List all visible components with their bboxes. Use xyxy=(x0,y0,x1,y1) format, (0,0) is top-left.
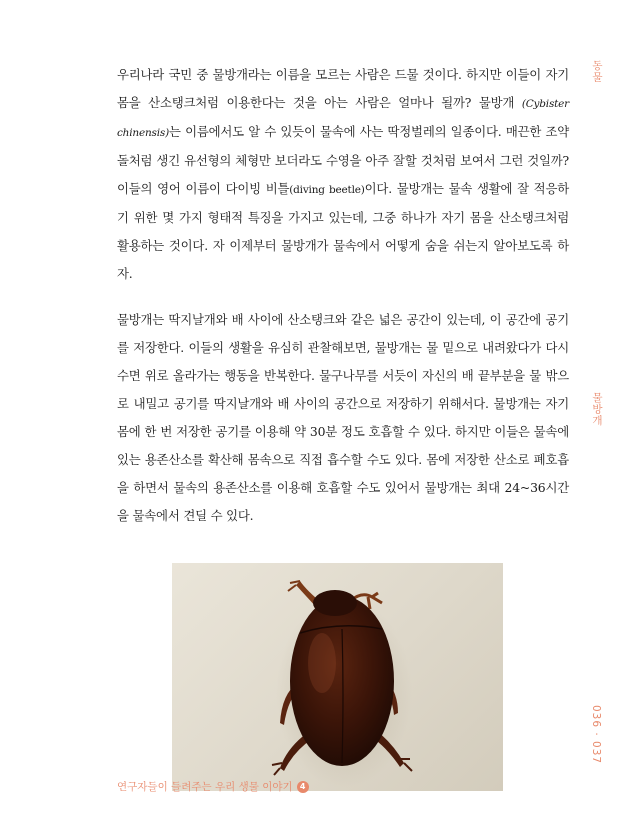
footer xyxy=(117,779,309,794)
diving-beetle-illustration xyxy=(172,563,503,791)
side-label-topic: 물방개 xyxy=(591,392,603,427)
volume-badge: 4 xyxy=(297,781,309,793)
paragraph-1-part-3: 이다. 물방개는 물속 생활에 잘 적응하기 위한 몇 가지 형태적 특징을 가지고 있는데, 그중 하나가 자기 몸을 산소탱크처럼 활용하는 것이다. 자 이제부터 물방개가 물속에서 어떻게 숨을 쉬는지 알아보도록 하자. xyxy=(117,181,569,281)
paragraph-1 xyxy=(117,61,569,288)
paragraph-1-part-1: 우리나라 국민 중 물방개라는 이름을 모르는 사람은 드물 것이다. 하지만 이들이 자기 몸을 산소탱크처럼 이용한다는 것을 아는 사람은 얼마나 될까? 물방개 xyxy=(117,67,569,110)
footer-book-title: 연구자들이 들려주는 우리 생물 이야기 xyxy=(117,781,293,793)
side-label-page-numbers: 036 · 037 xyxy=(590,705,602,765)
scientific-name: (Cybister chinensis) xyxy=(117,98,569,139)
paragraph-2: 물방개는 딱지날개와 배 사이에 산소탱크와 같은 넓은 공간이 있는데, 이 공간에 공기를 저장한다. 이들의 생활을 유심히 관찰해보면, 물방개는 물 밑으로 내려왔다가 다시 수면 위로 올라가는 행동을 반복한다. 물구나무를 서듯이 자신의 배 끝부분을 물 밖으로 내밀고 공기를 딱지날개와 배 사이의 공간으로 저장하기 위해서다. 물방개는 자기 몸에 한 번 저장한 공기를 이용해 약 30분 정도 호흡할 수 있다. 하지만 이들은 물속에 있는 용존산소를 확산해 몸속으로 직접 흡수할 수도 있다. 몸에 저장한 산소로 폐호흡을 하면서 물속의 용존산소를 이용해 호흡할 수도 있어서 물방개는 최대 24~36시간을 물속에서 견딜 수 있다. xyxy=(117,312,569,523)
diving-beetle-photo xyxy=(172,563,503,791)
english-name: (diving beetle) xyxy=(289,184,365,196)
side-label-category: 동물 xyxy=(591,60,603,83)
paragraph-1-part-2: 는 이름에서도 알 수 있듯이 물속에 사는 딱정벌레의 일종이다. 매끈한 조약돌처럼 생긴 유선형의 체형만 보더라도 수영을 아주 잘할 것처럼 보여서 그런 것일까? 이들의 영어 이름이 다이빙 비틀 xyxy=(117,124,569,196)
